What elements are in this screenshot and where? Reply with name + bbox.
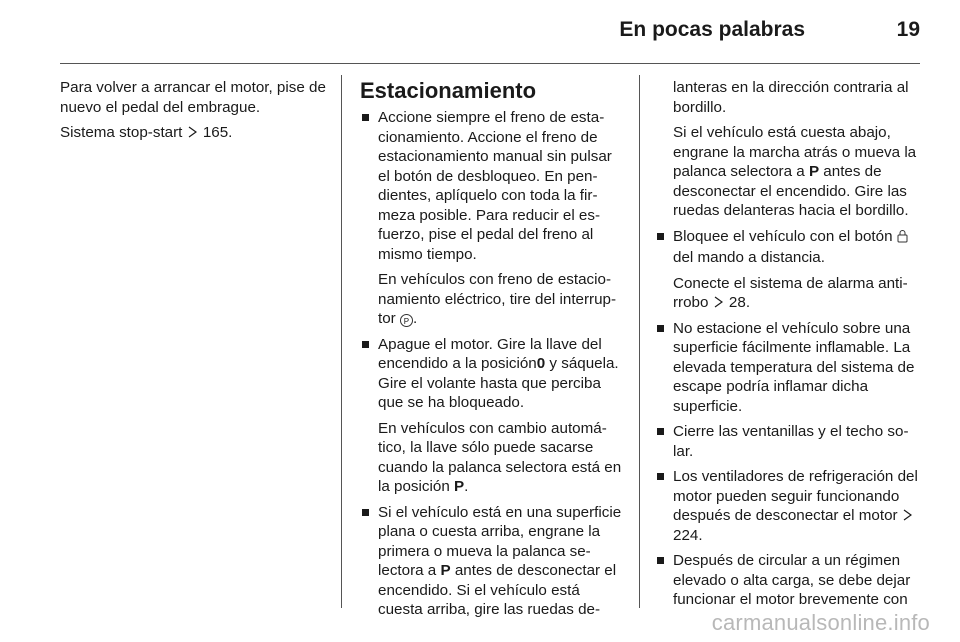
bullet-text: lanteras en la dirección contraria al bordillo. [673, 79, 909, 116]
paragraph-restart-engine: Para volver a arrancar el motor, pise de nuevo el pedal del embrague. [60, 79, 326, 116]
header-divider [60, 63, 920, 64]
bullet-square-icon [657, 473, 664, 480]
page-number: 19 [896, 18, 920, 41]
bullet-square-icon [362, 114, 369, 121]
bullet-text-span: Bloquee el vehículo con el botón [673, 227, 897, 245]
parking-brake-switch-icon: P [400, 314, 413, 327]
bullet-text-span: Conecte el sistema de alarma antirrobo [673, 274, 908, 311]
bullet-square-icon [362, 341, 369, 348]
page-reference-arrow-icon [902, 506, 914, 526]
column-divider-2 [639, 75, 640, 608]
bullet-text: Accione siempre el freno de estacionamiento. Accione el freno de estacionamiento manual sin pulsar el botón de desbloqueo. En pendientes, aplíquelo con toda la firmeza posible. Para reducir el esfuerzo, pise el pedal del freno al mismo tiempo. [378, 109, 612, 263]
alarm-page-ref[interactable]: 28. [728, 294, 751, 311]
column-2 [360, 78, 625, 626]
bullet-text-span: . [464, 478, 469, 495]
bullet-text [673, 227, 922, 268]
stop-start-text: Sistema stop-start [60, 124, 187, 141]
list-item [655, 422, 922, 461]
bullet-text-span: del mando a distancia. [673, 249, 825, 266]
selector-position-p: P [440, 562, 451, 579]
bullet-text [378, 503, 625, 620]
stop-start-page-ref[interactable]: 165. [202, 124, 233, 141]
page-header-title: En pocas palabras [619, 18, 805, 41]
list-item [655, 227, 922, 313]
bullet-square-icon [362, 509, 369, 516]
continued-bullet [655, 78, 922, 221]
lock-button-icon [897, 229, 908, 249]
bullet-text-span: . [412, 310, 418, 327]
bullet-text-span: antes de desconectar el encendido. Si el vehículo está cuesta arriba, gire las ruedas de- [378, 562, 617, 618]
list-item [360, 503, 625, 620]
bullet-text: No estacione el vehículo sobre una superficie fácilmente inflamable. La elevada temperatura del sistema de escape podría inflamar dicha superficie. [673, 319, 915, 415]
watermark: carmanualsonline.info [711, 610, 930, 635]
bullet-text-span: antes de desconectar el encendido. Gire las ruedas delanteras hacia el bordillo. [673, 163, 909, 219]
bullet-text-span: En vehículos con freno de estacionamiento eléctrico, tire del interruptor [378, 271, 617, 327]
selector-position-p: P [808, 163, 820, 180]
selector-position-p: P [453, 478, 465, 495]
list-item [655, 467, 922, 545]
bullet-text-span: y sáquela. Gire el volante hasta que perciba que se ha bloqueado. [378, 355, 619, 411]
page-reference-arrow-icon [187, 123, 199, 143]
list-item [360, 108, 625, 329]
bullet-text [673, 123, 922, 221]
bullet-text [673, 274, 922, 313]
column-3 [655, 78, 922, 616]
cooling-fan-page-ref[interactable]: 224. [673, 526, 703, 544]
bullet-text: Después de circular a un régimen elevado o alta carga, se debe dejar funcionar el motor brevemente con [673, 552, 911, 608]
list-item [360, 335, 625, 497]
bullet-square-icon [657, 325, 664, 332]
bullet-text-span: Los ventiladores de refrigeración del motor pueden seguir funcionando después de desconectar el motor [673, 468, 918, 524]
bullet-text-span: Apague el motor. Gire la llave del encendido a la posición [378, 335, 602, 372]
column-divider-1 [341, 75, 342, 608]
bullet-text-span: Si el vehículo está cuesta abajo, engrane la marcha atrás o mueva la palanca selectora a [673, 124, 917, 180]
bullet-text [378, 270, 625, 329]
bullet-square-icon [657, 233, 664, 240]
paragraph-stop-start [60, 123, 330, 143]
list-item [655, 551, 922, 610]
ignition-position-zero: 0 [536, 355, 546, 372]
bullet-square-icon [657, 428, 664, 435]
bullet-text-span: Si el vehículo está en una superficie plana o cuesta arriba, engrane la primera o mueva la palanca selectora a [378, 503, 622, 579]
bullet-text-span: En vehículos con cambio automático, la llave sólo puede sacarse cuando la palanca selectora está en la posición [378, 419, 622, 495]
bullet-text [378, 335, 625, 413]
bullet-square-icon [657, 557, 664, 564]
column-1 [60, 78, 330, 149]
page-reference-arrow-icon [713, 293, 725, 313]
section-heading-parking: Estacionamiento [360, 78, 537, 103]
bullet-text [673, 467, 922, 545]
bullet-text: Cierre las ventanillas y el techo solar. [673, 423, 909, 460]
list-item [655, 319, 922, 417]
bullet-text [378, 419, 625, 497]
